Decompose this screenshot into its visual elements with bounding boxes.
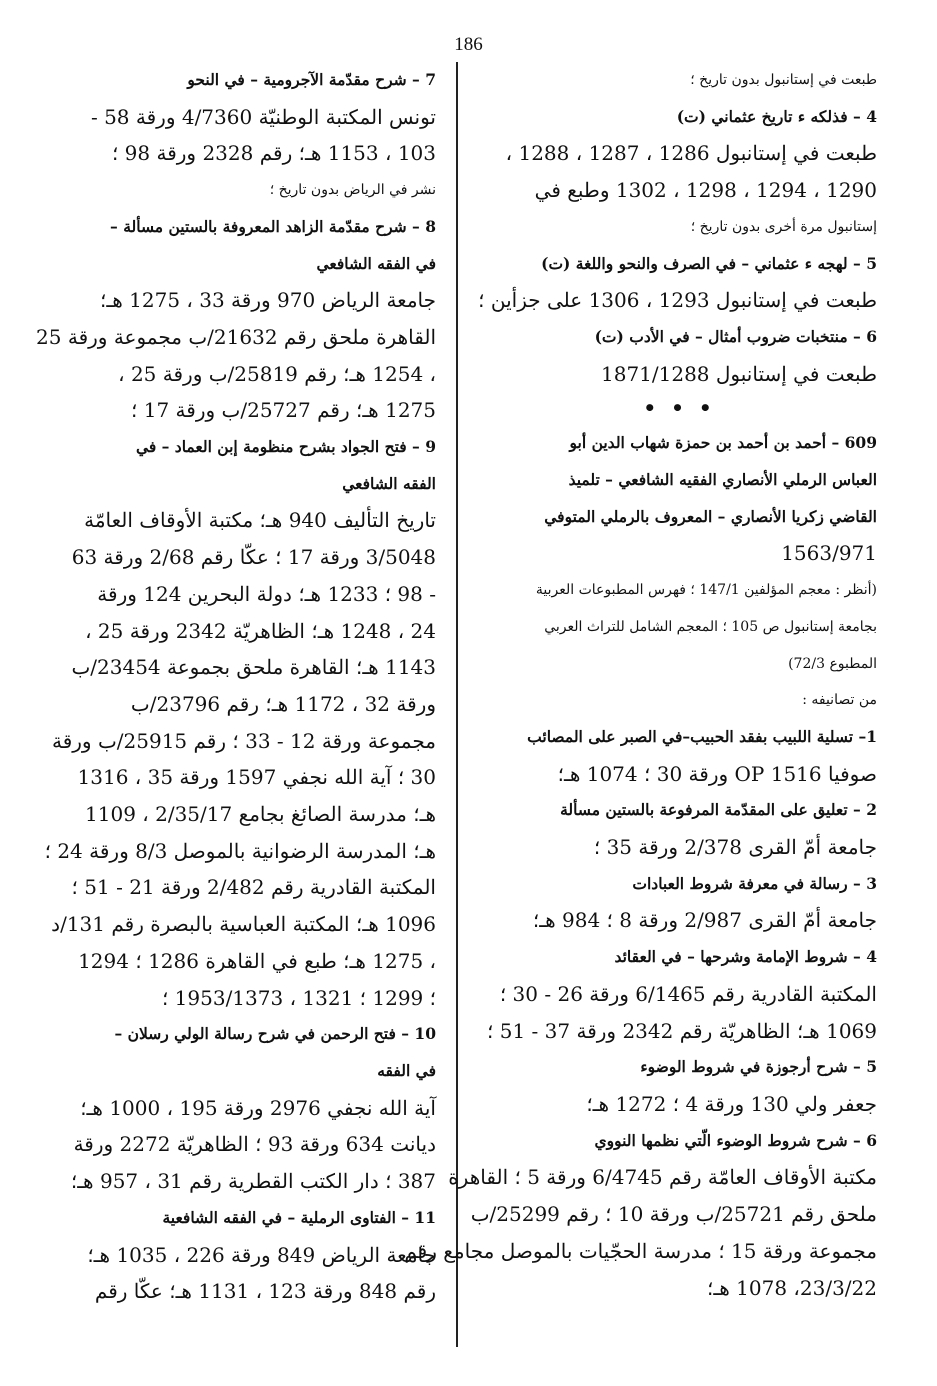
entry-heading-line: القاضي زكريا الأنصاري – المعروف بالرملي المتوفي	[544, 506, 877, 526]
text-line: نشر في الرياض بدون تاريخ ؛	[269, 182, 436, 199]
text-line: من تصانيفه :	[802, 692, 877, 709]
text-line: ، 1275 هـ؛ طبع في القاهرة 1286 ؛ 1294	[78, 948, 436, 973]
text-line: آية الله نجفي 2976 ورقة 195 ، 1000 هـ؛	[80, 1095, 436, 1120]
entry-heading-line: 4 – فذلكه ء تاريخ عثماني (ت)	[676, 106, 877, 126]
text-line: القاهرة ملحق رقم 21632/ب مجموعة ورقة 25	[36, 324, 436, 349]
text-line: 30 ؛ آية الله نجفي 1597 ورقة 35 ، 1316	[77, 765, 436, 790]
text-line: ورقة 32 ، 1172 هـ؛ رقم 23796/ب	[130, 691, 436, 716]
text-line: 1096 هـ؛ المكتبة العباسية بالبصرة رقم 131/د	[51, 912, 436, 937]
text-line: جامعة الرياض 970 ورقة 33 ، 1275 هـ؛	[100, 288, 436, 313]
text-line: 387 ؛ دار الكتب القطرية رقم 31 ، 957 هـ؛	[70, 1169, 436, 1194]
text-line: هـ؛ المدرسة الرضوانية بالموصل 8/3 ورقة 24 ؛	[44, 838, 436, 863]
text-line: هـ؛ مدرسة الصائغ بجامع 2/35/17 ، 1109	[85, 802, 436, 827]
text-line: 23/3/22، 1078 هـ؛	[707, 1275, 877, 1300]
text-line: ؛ 1299 ؛ 1321 ، 1953/1373 ؛	[161, 985, 436, 1010]
entry-heading-line: 6 – شرح شروط الوضوء الّتي نظمها النووي	[594, 1130, 877, 1150]
text-line: 1275 هـ؛ رقم 25727/ب ورقة 17 ؛	[131, 398, 436, 423]
text-line: - 98 ؛ 1233 هـ؛ دولة البحرين 124 ورقة	[97, 581, 436, 606]
text-line: 3/5048 ورقة 17 ؛ عكّا رقم 2/68 ورقة 63	[71, 545, 436, 570]
entry-heading-line: 6 – منتخبات ضروب أمثال – في الأدب (ت)	[594, 326, 877, 346]
text-line: ملحق رقم 25721/ب ورقة 10 ؛ رقم 25299/ب	[470, 1202, 877, 1227]
text-line: إستانبول مرة أخرى بدون تاريخ ؛	[690, 218, 877, 235]
text-line: تاريخ التأليف 940 هـ؛ مكتبة الأوقاف العامّة	[84, 508, 436, 533]
text-line: 103 ، 1153 هـ؛ رقم 2328 ورقة 98 ؛	[111, 141, 436, 166]
entry-heading-line: 5 – شرح أرجوزة في شروط الوضوء	[640, 1057, 877, 1077]
text-line: 1143 هـ؛ القاهرة ملحق بجموعة 23454/ب	[71, 655, 436, 680]
text-line: مجموعة ورقة 12 - 33 ؛ رقم 25915/ب ورقة	[51, 728, 436, 753]
entry-heading-line: 3 – رسالة في معرفة شروط العبادات	[632, 873, 877, 893]
entry-heading-line: العباس الرملي الأنصاري الفقيه الشافعي – تلميذ	[568, 470, 877, 490]
entry-heading-line: 7 – شرح مقدّمة الآجرومية – في النحو	[187, 70, 436, 89]
text-line: المطبوع 72/3)	[788, 655, 877, 672]
text-line: 1563/971	[781, 541, 877, 566]
text-line: طبعت في إستانبول 1286 ، 1287 ، 1288 ،	[505, 141, 877, 166]
entry-heading-line: الفقه الشافعي	[342, 473, 436, 493]
text-line: 1069 هـ؛ الظاهريّة رقم 2342 ورقة 37 - 51 ؛	[487, 1018, 877, 1043]
left-column	[36, 62, 436, 1310]
text-line: رقم 848 ورقة 123 ، 1131 هـ؛ عكّا رقم	[94, 1279, 436, 1304]
text-line: طبعت في إستانبول 1293 ، 1306 على جزأين ؛	[478, 288, 877, 313]
text-line: ، 1254 هـ؛ رقم 25819/ب ورقة 25 ،	[118, 361, 436, 386]
column-divider	[456, 62, 458, 1347]
text-line: مكتبة الأوقاف العامّة رقم 6/4745 ورقة 5 ؛ القاهرة	[448, 1165, 877, 1190]
text-line: جامعة أمّ القرى 2/987 ورقة 8 ؛ 984 هـ؛	[532, 908, 877, 933]
text-line: مجموعة ورقة 15 ؛ مدرسة الحجّيات بالموصل مجامع رقم	[404, 1238, 877, 1263]
text-line: (أنظر : معجم المؤلفين 147/1 ؛ فهرس المطبوعات العربية	[535, 582, 877, 599]
entry-heading-line: 9 – فتح الجواد بشرح منظومة إبن العماد – في	[135, 437, 436, 457]
text-line: المكتبة القادرية رقم 6/1465 ورقة 26 - 30 ؛	[499, 981, 877, 1006]
text-line: جعفر ولي 130 ورقة 4 ؛ 1272 هـ؛	[586, 1091, 877, 1116]
text-line: تونس المكتبة الوطنيّة 4/7360 ورقة 58 -	[90, 104, 436, 129]
entry-heading-line: في الفقه الشافعي	[316, 253, 436, 273]
text-line: المكتبة القادرية رقم 2/482 ورقة 21 - 51 ؛	[71, 875, 436, 900]
section-separator: • • •	[643, 396, 716, 421]
text-line: جامعة أمّ القرى 2/378 ورقة 35 ؛	[593, 835, 877, 860]
entry-heading-line: 1– تسلية اللبيب بفقد الحبيب–في الصبر على المصائب	[527, 726, 877, 746]
text-line: طبعت في إستانبول بدون تاريخ ؛	[690, 72, 877, 88]
text-line: 24 ، 1248 هـ؛ الظاهريّة 2342 ورقة 25 ،	[85, 618, 436, 643]
entry-heading-line: 5 – لهجه ء عثماني – في الصرف والنحو واللغة (ت)	[541, 253, 877, 273]
text-line: بجامعة إستانبول ص 105 ؛ المعجم الشامل للتراث العربي	[544, 618, 877, 635]
entry-heading-line: 609 – أحمد بن أحمد بن حمزة شهاب الدين أبو	[569, 433, 877, 453]
page-number: 186	[454, 34, 483, 55]
entry-heading-line: 8 – شرح مقدّمة الزاهد المعروفة بالستين مسألة –	[110, 216, 436, 236]
entry-heading-line: 4 – شروط الإمامة وشرحها – في العقائد	[614, 947, 877, 967]
text-line: طبعت في إستانبول 1871/1288	[601, 361, 877, 386]
entry-heading-line: 2 – تعليق على المقدّمة المرفوعة بالستين مسألة	[560, 800, 877, 820]
text-line: 1290 ، 1294 ، 1298 ، 1302 وطبع في	[534, 178, 877, 203]
entry-heading-line: 10 – فتح الرحمن في شرح رسالة الولي رسلان –	[114, 1024, 436, 1044]
entry-heading-line: في الفقه	[377, 1060, 436, 1080]
text-line: صوفيا 1516 OP ورقة 30 ؛ 1074 هـ؛	[557, 761, 877, 786]
text-line: ديانت 634 ورقة 93 ؛ الظاهريّة 2272 ورقة	[73, 1132, 436, 1157]
text-line: جامعة الرياض 849 ورقة 226 ، 1035 هـ؛	[87, 1242, 436, 1267]
entry-heading-line: 11 – الفتاوى الرملية – في الفقه الشافعية	[162, 1207, 436, 1227]
